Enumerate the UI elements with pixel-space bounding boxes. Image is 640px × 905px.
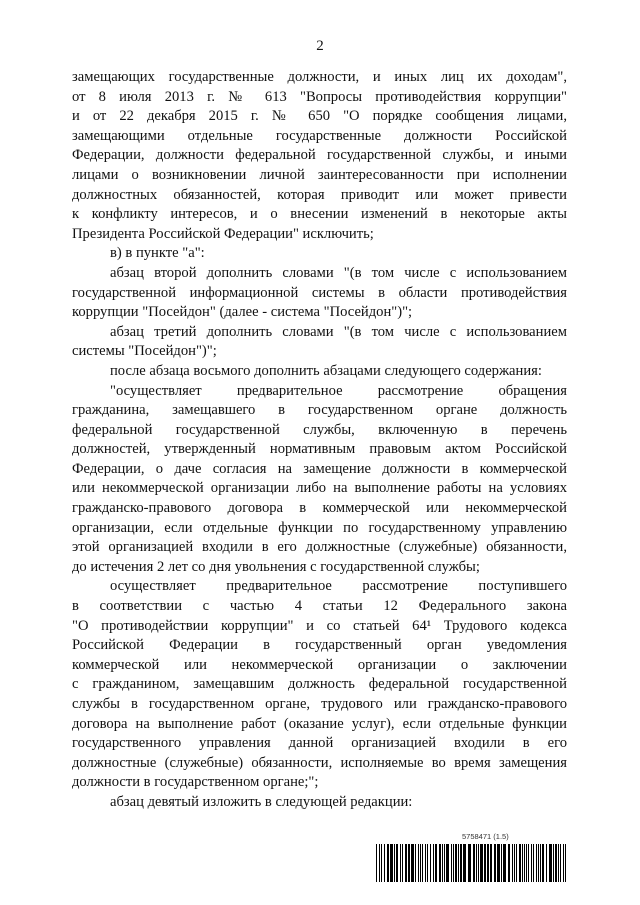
text-line: замещающими отдельные государственные должности Российской xyxy=(72,127,567,144)
text-line: абзац третий дополнить словами "(в том числе с использованием xyxy=(110,323,567,340)
text-line: после абзаца восьмого дополнить абзацами следующего содержания: xyxy=(110,362,542,379)
text-line: системы "Посейдон")"; xyxy=(72,343,217,360)
text-line: организации, если отдельные функции по государственному управлению xyxy=(72,519,567,536)
text-line: абзац второй дополнить словами "(в том числе с использованием xyxy=(110,264,567,281)
text-line: договора на выполнение работ (оказание услуг), если отдельные функции xyxy=(72,715,567,732)
text-line: "О противодействии коррупции" и со статьей 64¹ Трудового кодекса xyxy=(72,617,567,634)
barcode-id: 5758471 (1.5) xyxy=(462,832,509,841)
text-line: должностей, утвержденный нормативным правовым актом Российской xyxy=(72,441,567,458)
text-line: замещающих государственные должности, и иных лиц их доходам", xyxy=(72,69,567,85)
text-line: с гражданином, замещавшим должность федеральной государственной xyxy=(72,676,567,693)
text-line: и от 22 декабря 2015 г. № 650 "О порядке сообщения лицами, xyxy=(72,108,567,125)
document-body xyxy=(72,68,567,813)
text-line: в) в пункте "а": xyxy=(110,245,205,262)
text-line: Федерации, о даче согласия на замещение должности в коммерческой xyxy=(72,460,567,477)
text-line: гражданина, замещавшего в государственном органе должность xyxy=(72,402,567,419)
text-line: должности в государственном органе;"; xyxy=(72,774,319,791)
text-line: от 8 июля 2013 г. № 613 "Вопросы противодействия коррупции" xyxy=(72,88,567,105)
text-line: государственного управления данной организацией входили в его xyxy=(72,735,567,752)
text-line: должностных обязанностей, которая приводит или может привести xyxy=(72,186,567,203)
text-line: "осуществляет предварительное рассмотрение обращения xyxy=(110,382,567,399)
text-line: или некоммерческой организации либо на выполнение работы на условиях xyxy=(72,480,567,497)
text-line: государственной информационной системы в области противодействия xyxy=(72,284,567,301)
text-line: этой организацией входили в его должностные (служебные) обязанности, xyxy=(72,539,567,556)
text-line: коммерческой или некоммерческой организации о заключении xyxy=(72,656,567,673)
text-line: Федерации, должности федеральной государственной службы, и иными xyxy=(72,147,567,164)
text-line: к конфликту интересов, и о внесении изменений в некоторые акты xyxy=(72,206,567,223)
text-line: федеральной государственной службы, включенную в перечень xyxy=(72,421,567,438)
text-line: Российской Федерации в государственный орган уведомления xyxy=(72,637,567,654)
text-line: службы в государственном органе, трудового или гражданско-правового xyxy=(72,696,567,712)
text-line: коррупции "Посейдон" (далее - система "Посейдон")"; xyxy=(72,304,413,321)
page-number: 2 xyxy=(316,38,324,54)
text-line: должностные (служебные) обязанности, исполняемые во время замещения xyxy=(72,754,567,771)
barcode-block xyxy=(376,832,566,884)
text-line: абзац девятый изложить в следующей редакции: xyxy=(110,793,413,810)
text-line: гражданско-правового договора в коммерческой или некоммерческой xyxy=(72,500,567,517)
text-line: в соответствии с частью 4 статьи 12 Федерального закона xyxy=(72,598,567,615)
text-line: Президента Российской Федерации" исключить; xyxy=(72,225,374,242)
barcode-image xyxy=(376,844,566,882)
text-line: до истечения 2 лет со дня увольнения с государственной службы; xyxy=(72,558,480,575)
text-line: осуществляет предварительное рассмотрение поступившего xyxy=(110,578,567,595)
text-line: лицами о возникновении личной заинтересованности при исполнении xyxy=(72,166,567,183)
